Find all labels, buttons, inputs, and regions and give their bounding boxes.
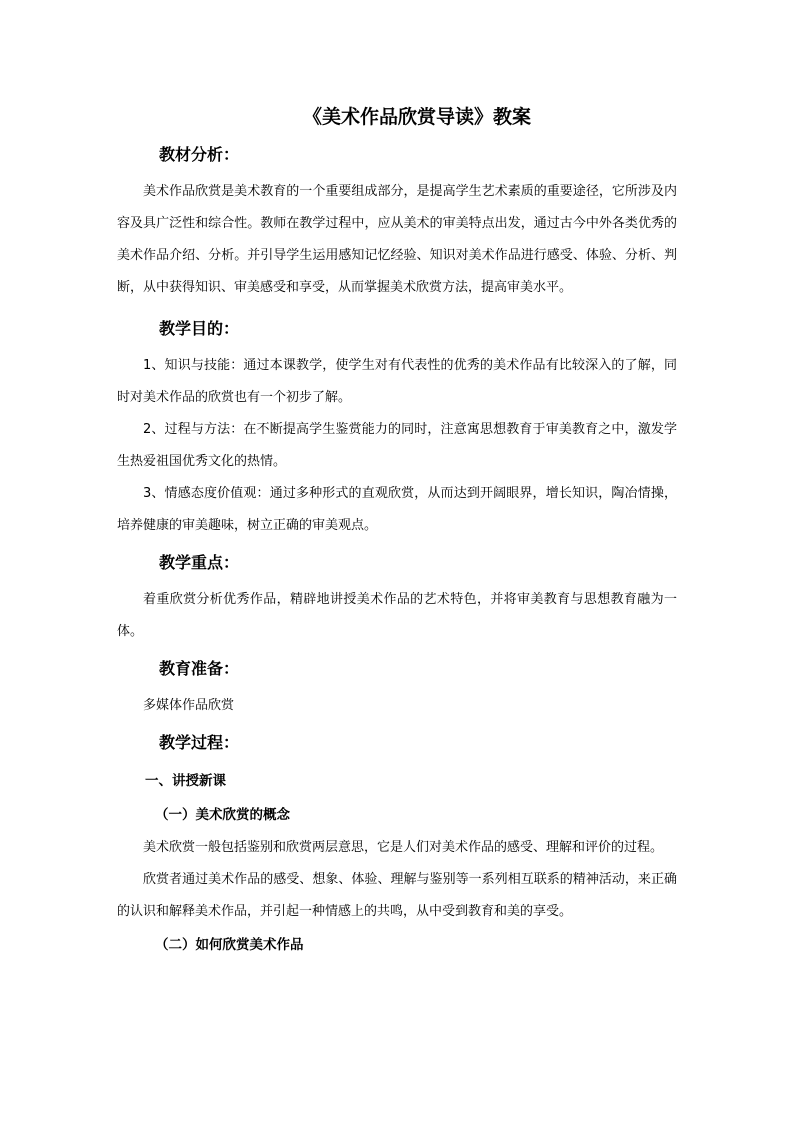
subsection-heading: （二）如何欣赏美术作品 — [155, 937, 304, 953]
subsection-heading: （一）美术欣赏的概念 — [155, 807, 290, 823]
paragraph: 美术欣赏一般包括鉴别和欣赏两层意思，它是人们对美术作品的感受、理解和评价的过程。 — [143, 840, 664, 855]
paragraph: 美术作品欣赏是美术教育的一个重要组成部分，是提高学生艺术素质的重要途径，它所涉及内容及具广泛性和综合性。教师在教学过程中，应从美术的审美特点出发，通过古今中外各类优秀的美术作品介绍、分析。并引导学生运用感知记忆经验、知识对美术作品进行感受、体验、分析、判断，从中获得知识、审美感受和享受，从而掌握美术欣赏方法，提高审美水平。 — [117, 184, 677, 295]
section-heading-teaching-goals: 教学目的： — [159, 319, 240, 338]
paragraph: 2、过程与方法：在不断提高学生鉴赏能力的同时，注意寓思想教育于审美教育之中，激发学生热爱祖国优秀文化的热情。 — [117, 422, 677, 469]
section-heading-teaching-process: 教学过程： — [159, 733, 240, 752]
paragraph: 着重欣赏分析优秀作品，精辟地讲授美术作品的艺术特色，并将审美教育与思想教育融为一体。 — [117, 592, 677, 639]
section-heading-textbook-analysis: 教材分析： — [159, 145, 240, 164]
paragraph: 多媒体作品欣赏 — [143, 698, 235, 713]
paragraph: 3、情感态度价值观：通过多种形式的直观欣赏，从而达到开阔眼界，增长知识，陶冶情操，培养健康的审美趣味，树立正确的审美观点。 — [117, 486, 677, 533]
paragraph: 1、知识与技能：通过本课教学，使学生对有代表性的优秀的美术作品有比较深入的了解，同时对美术作品的欣赏也有一个初步了解。 — [117, 358, 677, 405]
section-heading-preparation: 教育准备： — [159, 659, 240, 678]
document-title: 《美术作品欣赏导读》教案 — [302, 106, 531, 128]
part-heading: 一、讲授新课 — [145, 773, 226, 789]
paragraph: 欣赏者通过美术作品的感受、想象、体验、理解与鉴别等一系列相互联系的精神活动，来正确的认识和解释美术作品，并引起一种情感上的共鸣，从中受到教育和美的享受。 — [117, 872, 677, 919]
document-page — [117, 100, 677, 962]
section-heading-teaching-focus: 教学重点： — [159, 553, 240, 572]
